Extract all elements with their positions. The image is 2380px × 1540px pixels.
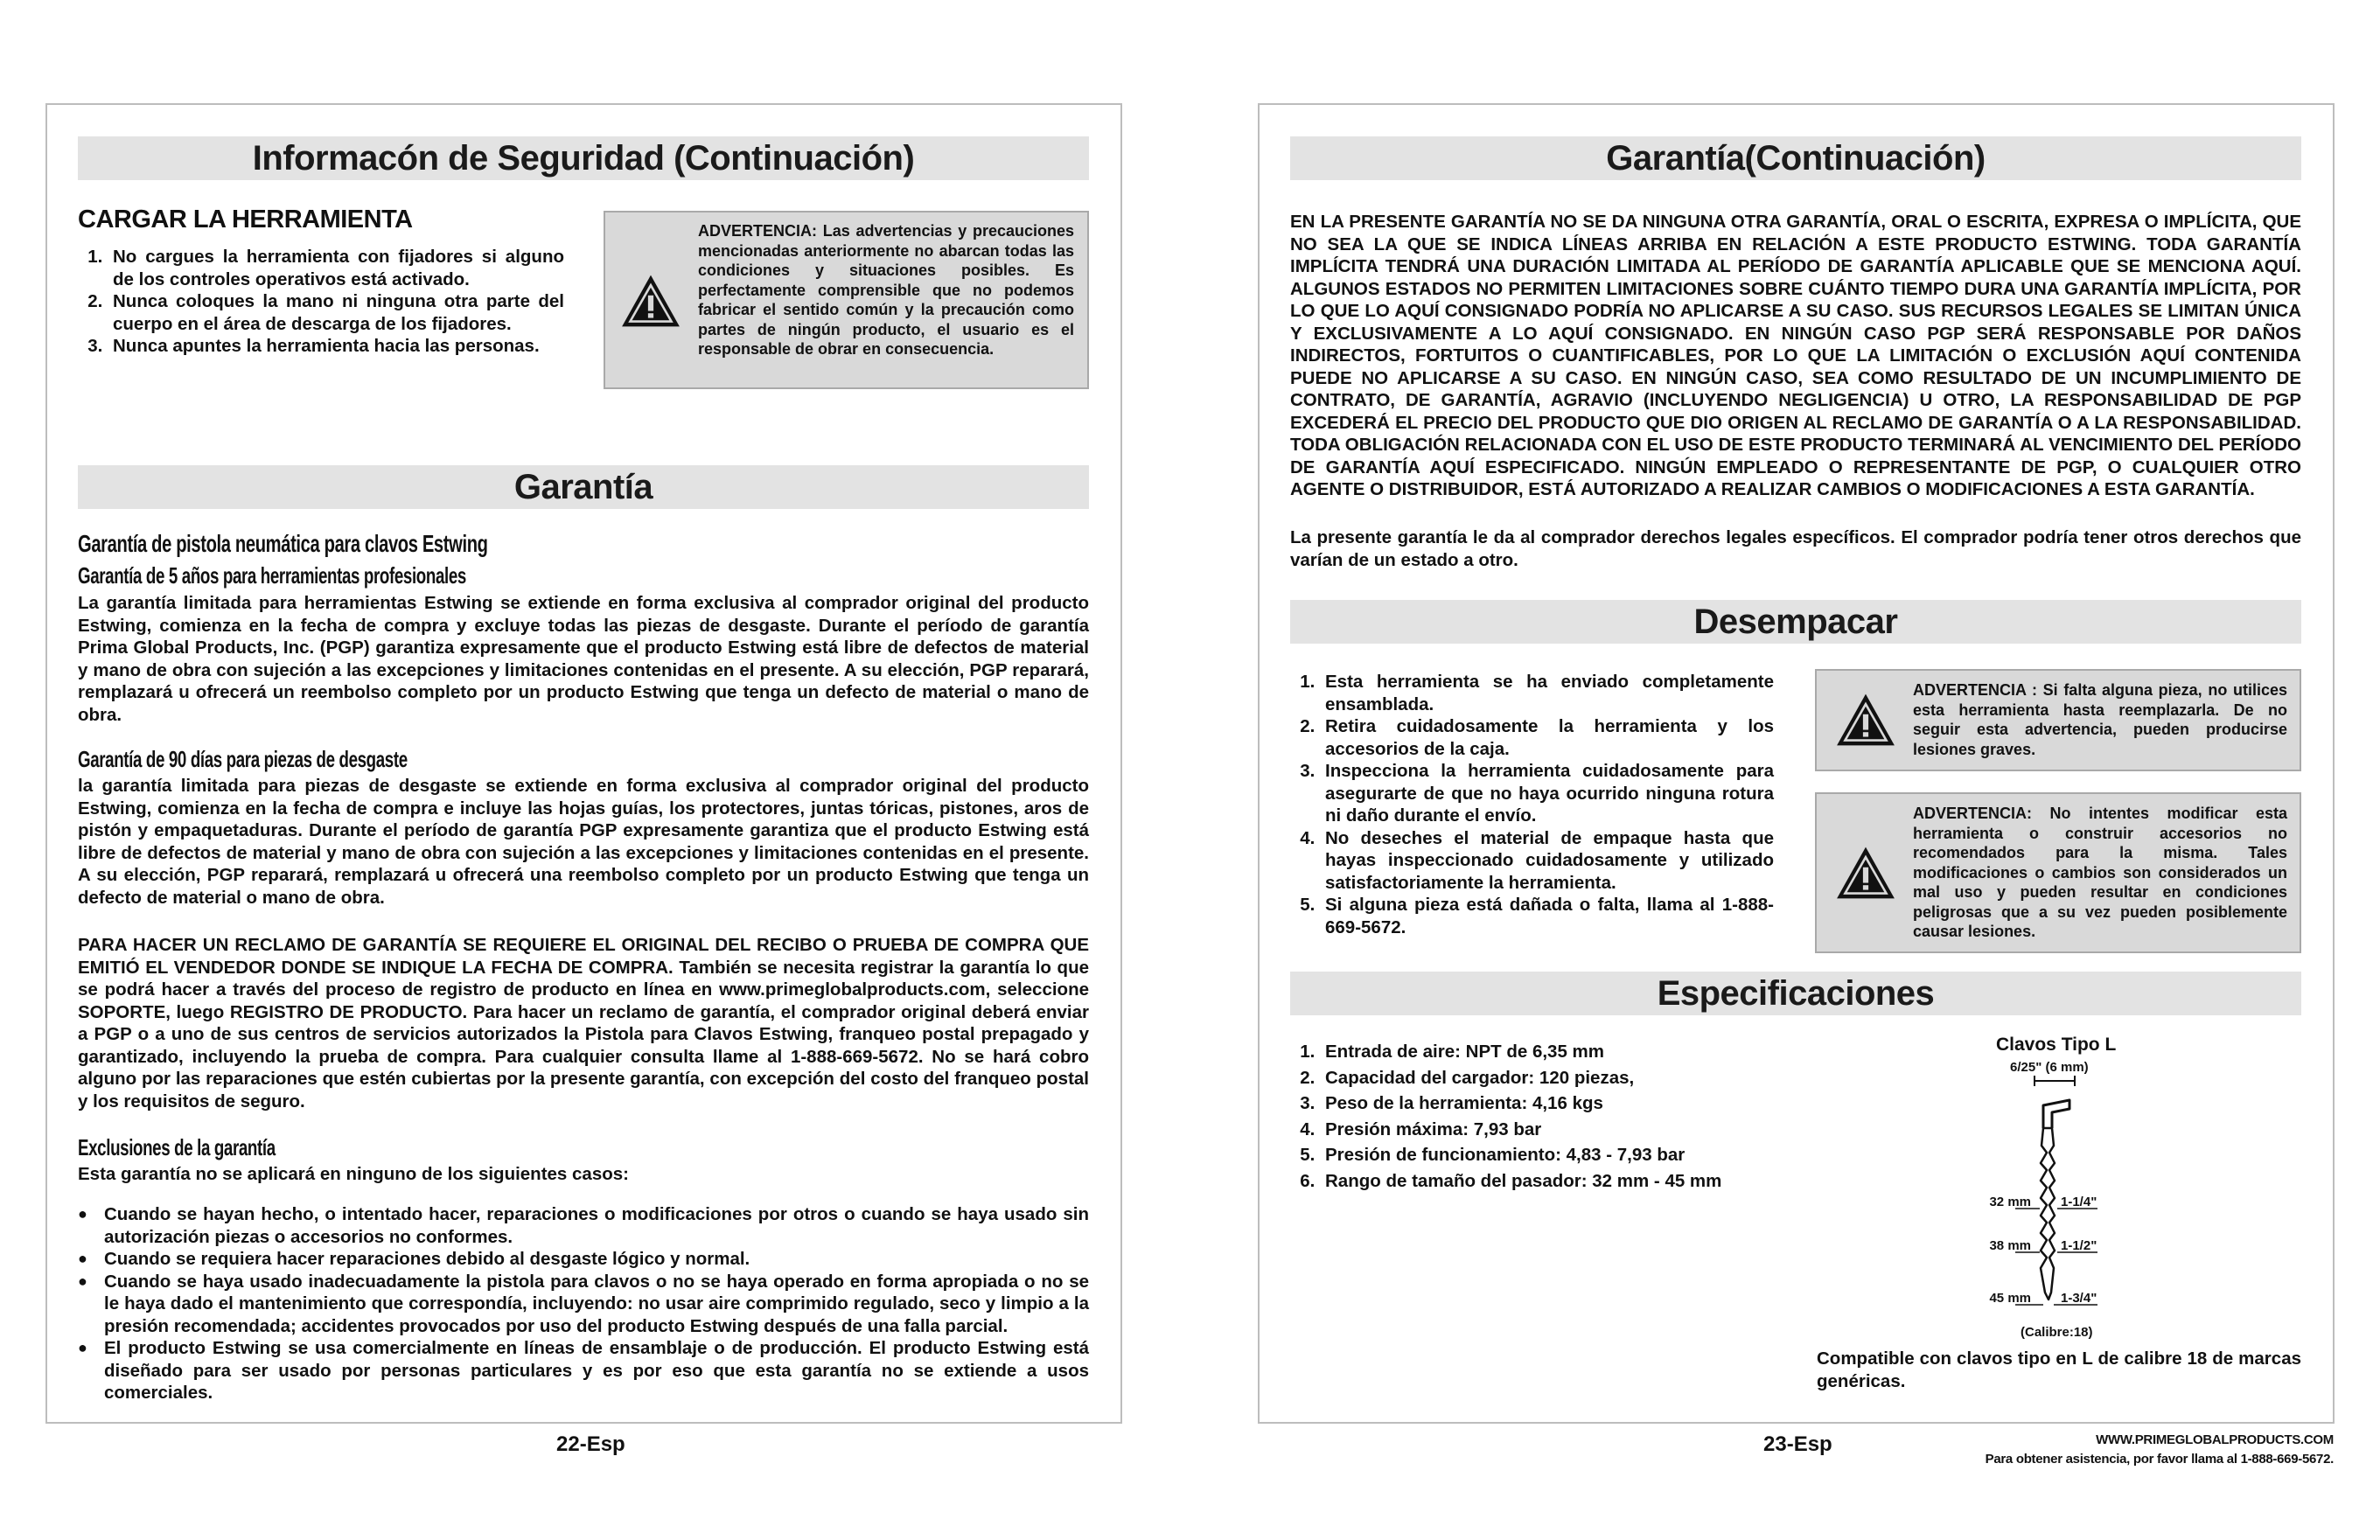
nail-mm-label: 45 mm [1989,1291,2031,1306]
warning-text: ADVERTENCIA: Las advertencias y precauciones mencionadas anteriormente no abarcan todas las condiciones y situaciones posibles. Es perfectamente comprensible que no podemos fabricar el sentido común y la precaución como partes de ningún producto, el usuario es el responsable de obrar en consecuencia. [698,222,1074,358]
list-item: 5. Si alguna pieza está dañada o falta, llama al 1-888-669-5672. [1320,894,1774,938]
rights-paragraph: La presente garantía le da al comprador derechos legales específicos. El comprador podría tener otros derechos que varían de un estado a otro. [1290,527,2301,570]
nail-in-label: 1-3/4" [2061,1291,2097,1306]
warning-box-2 [1815,792,2301,953]
list-item: 3. Inspecciona la herramienta cuidadosamente para asegurarte de que no haya ocurrido ninguna rotura ni daño durante el envío. [1320,760,1774,827]
section-title-garantia: Garantía [78,465,1089,509]
list-item: 1. Entrada de aire: NPT de 6,35 mm [1320,1039,1780,1065]
spec-list [1290,1039,1780,1194]
page-number-right: 23-Esp [1763,1432,1832,1456]
cargar-heading: CARGAR LA HERRAMIENTA [78,206,413,233]
list-item: 3. Peso de la herramienta: 4,16 kgs [1320,1091,1780,1117]
warning-box-1 [1815,669,2301,771]
list-item: ● El producto Estwing se usa comercialmente en líneas de ensamblaje o de producción. El producto Estwing está diseñado para ser usado por personas particulares y es por eso que esta garantía no se extiende a usos comerciales. [104,1337,1089,1404]
section-title-garantia-cont: Garantía(Continuación) [1290,136,2301,180]
warning-text: ADVERTENCIA: No intentes modificar esta herramienta o construir accesorios no recomendados para la misma. Tales modificaciones o cambios son considerados un mal uso y pueden resultar en condiciones peligrosas que a su vez pueden posiblemente causar lesiones. [1913,805,2287,940]
list-item: 1. Esta herramienta se ha enviado completamente ensamblada. [1320,671,1774,715]
list-item: 5. Presión de funcionamiento: 4,83 - 7,93 bar [1320,1142,1780,1168]
section-title-seguridad: Informacón de Seguridad (Continuación) [78,136,1089,180]
exclusiones-list [78,1203,1089,1404]
gar-heading-3: Garantía de 90 días para piezas de desgaste [78,746,408,772]
list-item: 2. Nunca coloques la mano ni ninguna otra parte del cuerpo en el área de descarga de los fijadores. [108,290,564,335]
exclusiones-intro: Esta garantía no se aplicará en ninguno de los siguientes casos: [78,1164,629,1184]
list-item: ● Cuando se requiera hacer reparaciones debido al desgaste lógico y normal. [104,1248,1089,1271]
exclusiones-heading: Exclusiones de la garantía [78,1134,276,1160]
list-item: ● Cuando se hayan hecho, o intentado hacer, reparaciones o modificaciones por otros o cuando se haya usado sin autorización piezas o accesorios no conformes. [104,1203,1089,1248]
gar-heading-2: Garantía de 5 años para herramientas profesionales [78,562,466,589]
list-item: 4. Presión máxima: 7,93 bar [1320,1117,1780,1143]
list-item: 1. No cargues la herramienta con fijadores si alguno de los controles operativos está activado. [108,246,564,290]
section-title-especificaciones: Especificaciones [1290,972,2301,1015]
nail-in-label: 1-1/4" [2061,1195,2097,1209]
list-item: 4. No deseches el material de empaque hasta que hayas inspeccionado cuidadosamente y utilizado satisfactoriamente la herramienta. [1320,827,1774,895]
assistance-text: Para obtener asistencia, por favor llama al 1-888-669-5672. [1985,1452,2334,1467]
list-item: 3. Nunca apuntes la herramienta hacia las personas. [108,335,564,358]
nail-title: Clavos Tipo L [1996,1035,2117,1055]
nail-mm-label: 32 mm [1989,1195,2031,1209]
compat-text: Compatible con clavos tipo en L de calibre 18 de marcas genéricas. [1817,1348,2301,1391]
website-text: WWW.PRIMEGLOBALPRODUCTS.COM [2096,1432,2334,1447]
nail-width-label: 6/25" (6 mm) [2010,1060,2089,1075]
gar-para-2: la garantía limitada para piezas de desgaste se extiende en forma exclusiva al comprador original del producto Estwing, comienza en la fecha de compra e incluye las hojas guías, los protectores, juntas tóricas, pistones, aros de pistón y empaquetaduras. Durante el período de garantía PGP expresamente garantiza que el producto Estwing está libre de defectos de material y mano de obra con sujeción a las excepciones y limitaciones contenidas en el presente. A su elección, PGP reparará, remplazará u ofrecerá una reembolso completo por un producto Estwing que tenga un defecto de material o mano de obra. [78,776,1089,908]
gar-heading-1: Garantía de pistola neumática para clavos Estwing [78,530,488,557]
section-title-desempacar: Desempacar [1290,600,2301,644]
unpack-list [1290,671,1774,938]
warning-triangle-icon [1834,845,1897,901]
warning-text: ADVERTENCIA : Si falta alguna pieza, no utilices esta herramienta hasta reemplazarla. De no seguir esta advertencia, pueden producirse lesiones graves. [1913,681,2287,758]
warning-box [604,211,1089,389]
nail-in-label: 1-1/2" [2061,1238,2097,1253]
list-item: 6. Rango de tamaño del pasador: 32 mm - 45 mm [1320,1168,1780,1195]
cargar-list [78,246,564,358]
gar-para-1: La garantía limitada para herramientas Estwing se extiende en forma exclusiva al comprador original del producto Estwing, comienza en la fecha de compra y excluye todas las piezas de desgaste. Durante el período de garantía Prima Global Products, Inc. (PGP) garantiza expresamente que el producto Estwing está libre de defectos de material y mano de obra con sujeción a las excepciones y limitaciones contenidas en el presente. A su elección, PGP reparará, remplazará u ofrecerá un reembolso completo por un producto Estwing que tenga un defecto de material o mano de obra. [78,593,1089,725]
page-number-left: 22-Esp [556,1432,625,1456]
caps-paragraph: EN LA PRESENTE GARANTÍA NO SE DA NINGUNA OTRA GARANTÍA, ORAL O ESCRITA, EXPRESA O IMPLÍCITA, QUE NO SEA LA QUE SE INDICA LÍNEAS ARRIBA EN RELACIÓN A ESTE PRODUCTO ESTWING. TODA GARANTÍA IMPLÍCITA TENDRÁ UNA DURACIÓN LIMITADA AL PERÍODO DE GARANTÍA APLICABLE QUE SE MENCIONA AQUÍ. ALGUNOS ESTADOS NO PERMITEN LIMITACIONES SOBRE CUÁNTO TIEMPO DURA UNA GARANTÍA IMPLÍCITA, POR LO QUE LO AQUÍ CONSIGNADO PODRÍA NO APLICARSE A SU CASO. SUS RECURSOS LEGALES SE LIMITAN ÚNICA Y EXCLUSIVAMENTE A LO AQUÍ CONSIGNADO. EN NINGÚN CASO PGP SERÁ RESPONSABLE POR DAÑOS INDIRECTOS, FORTUITOS O CUANTIFICABLES, POR LO QUE LA LIMITACIÓN O EXCLUSIÓN AQUÍ CONTENIDA PUEDE NO APLICARSE A SU CASO. EN NINGÚN CASO, SEA COMO RESULTADO DE UN INCUMPLIMIENTO DE CONTRATO, DE GARANTÍA, AGRAVIO (INCLUYENDO NEGLIGENCIA) U OTRO, LA RESPONSABILIDAD DE PGP EXCEDERÁ EL PRECIO DEL PRODUCTO QUE DIO ORIGEN AL RECLAMO DE GARANTÍA O A LA RESPONSABILIDAD. TODA OBLIGACIÓN RELACIONADA CON EL USO DE ESTE PRODUCTO TERMINARÁ AL VENCIMIENTO DEL PERÍODO DE GARANTÍA AQUÍ ESPECIFICADO. NINGÚN EMPLEADO O REPRESENTANTE DE PGP, O CUALQUIER OTRO AGENTE O DISTRIBUIDOR, ESTÁ AUTORIZADO A REALIZAR CAMBIOS O MODIFICACIONES A ESTA GARANTÍA. [1290,212,2301,499]
gar-para-3: PARA HACER UN RECLAMO DE GARANTÍA SE REQUIERE EL ORIGINAL DEL RECIBO O PRUEBA DE COMPRA QUE EMITIÓ EL VENDEDOR DONDE SE INDIQUE LA FECHA DE COMPRA. También se necesita registrar la garantía lo que se podrá hacer a través del proceso de registro de producto en línea en www.primeglobalproducts.com, seleccione SOPORTE, luego REGISTRO DE PRODUCTO. Para hacer un reclamo de garantía, el comprador original deberá enviar a PGP o a uno de sus centros de servicios autorizados la Pistola para Clavos Estwing, franqueo postal prepagado y garantizado, incluyendo la prueba de compra. Para cualquier consulta llame al 1-888-669-5672. No se hará cobro alguno por las reparaciones que estén cubiertas por la presente garantía, con excepción del costo del franqueo postal y los requisitos de seguro. [78,935,1089,1111]
list-item: 2. Capacidad del cargador: 120 piezas, [1320,1065,1780,1091]
warning-triangle-icon [619,273,682,329]
list-item: 2. Retira cuidadosamente la herramienta y los accesorios de la caja. [1320,715,1774,760]
list-item: ● Cuando se haya usado inadecuadamente la pistola para clavos o no se haya operado en forma apropiada o no se le haya dado el mantenimiento que correspondía, incluyendo: no usar aire comprimido regulado, seco y limpio a la presión recomendada; accidentes provocados por uso del producto Estwing después de una falla parcial. [104,1271,1089,1338]
warning-triangle-icon [1834,692,1897,748]
nail-gauge-label: (Calibre:18) [2021,1325,2093,1340]
nail-mm-label: 38 mm [1989,1238,2031,1253]
